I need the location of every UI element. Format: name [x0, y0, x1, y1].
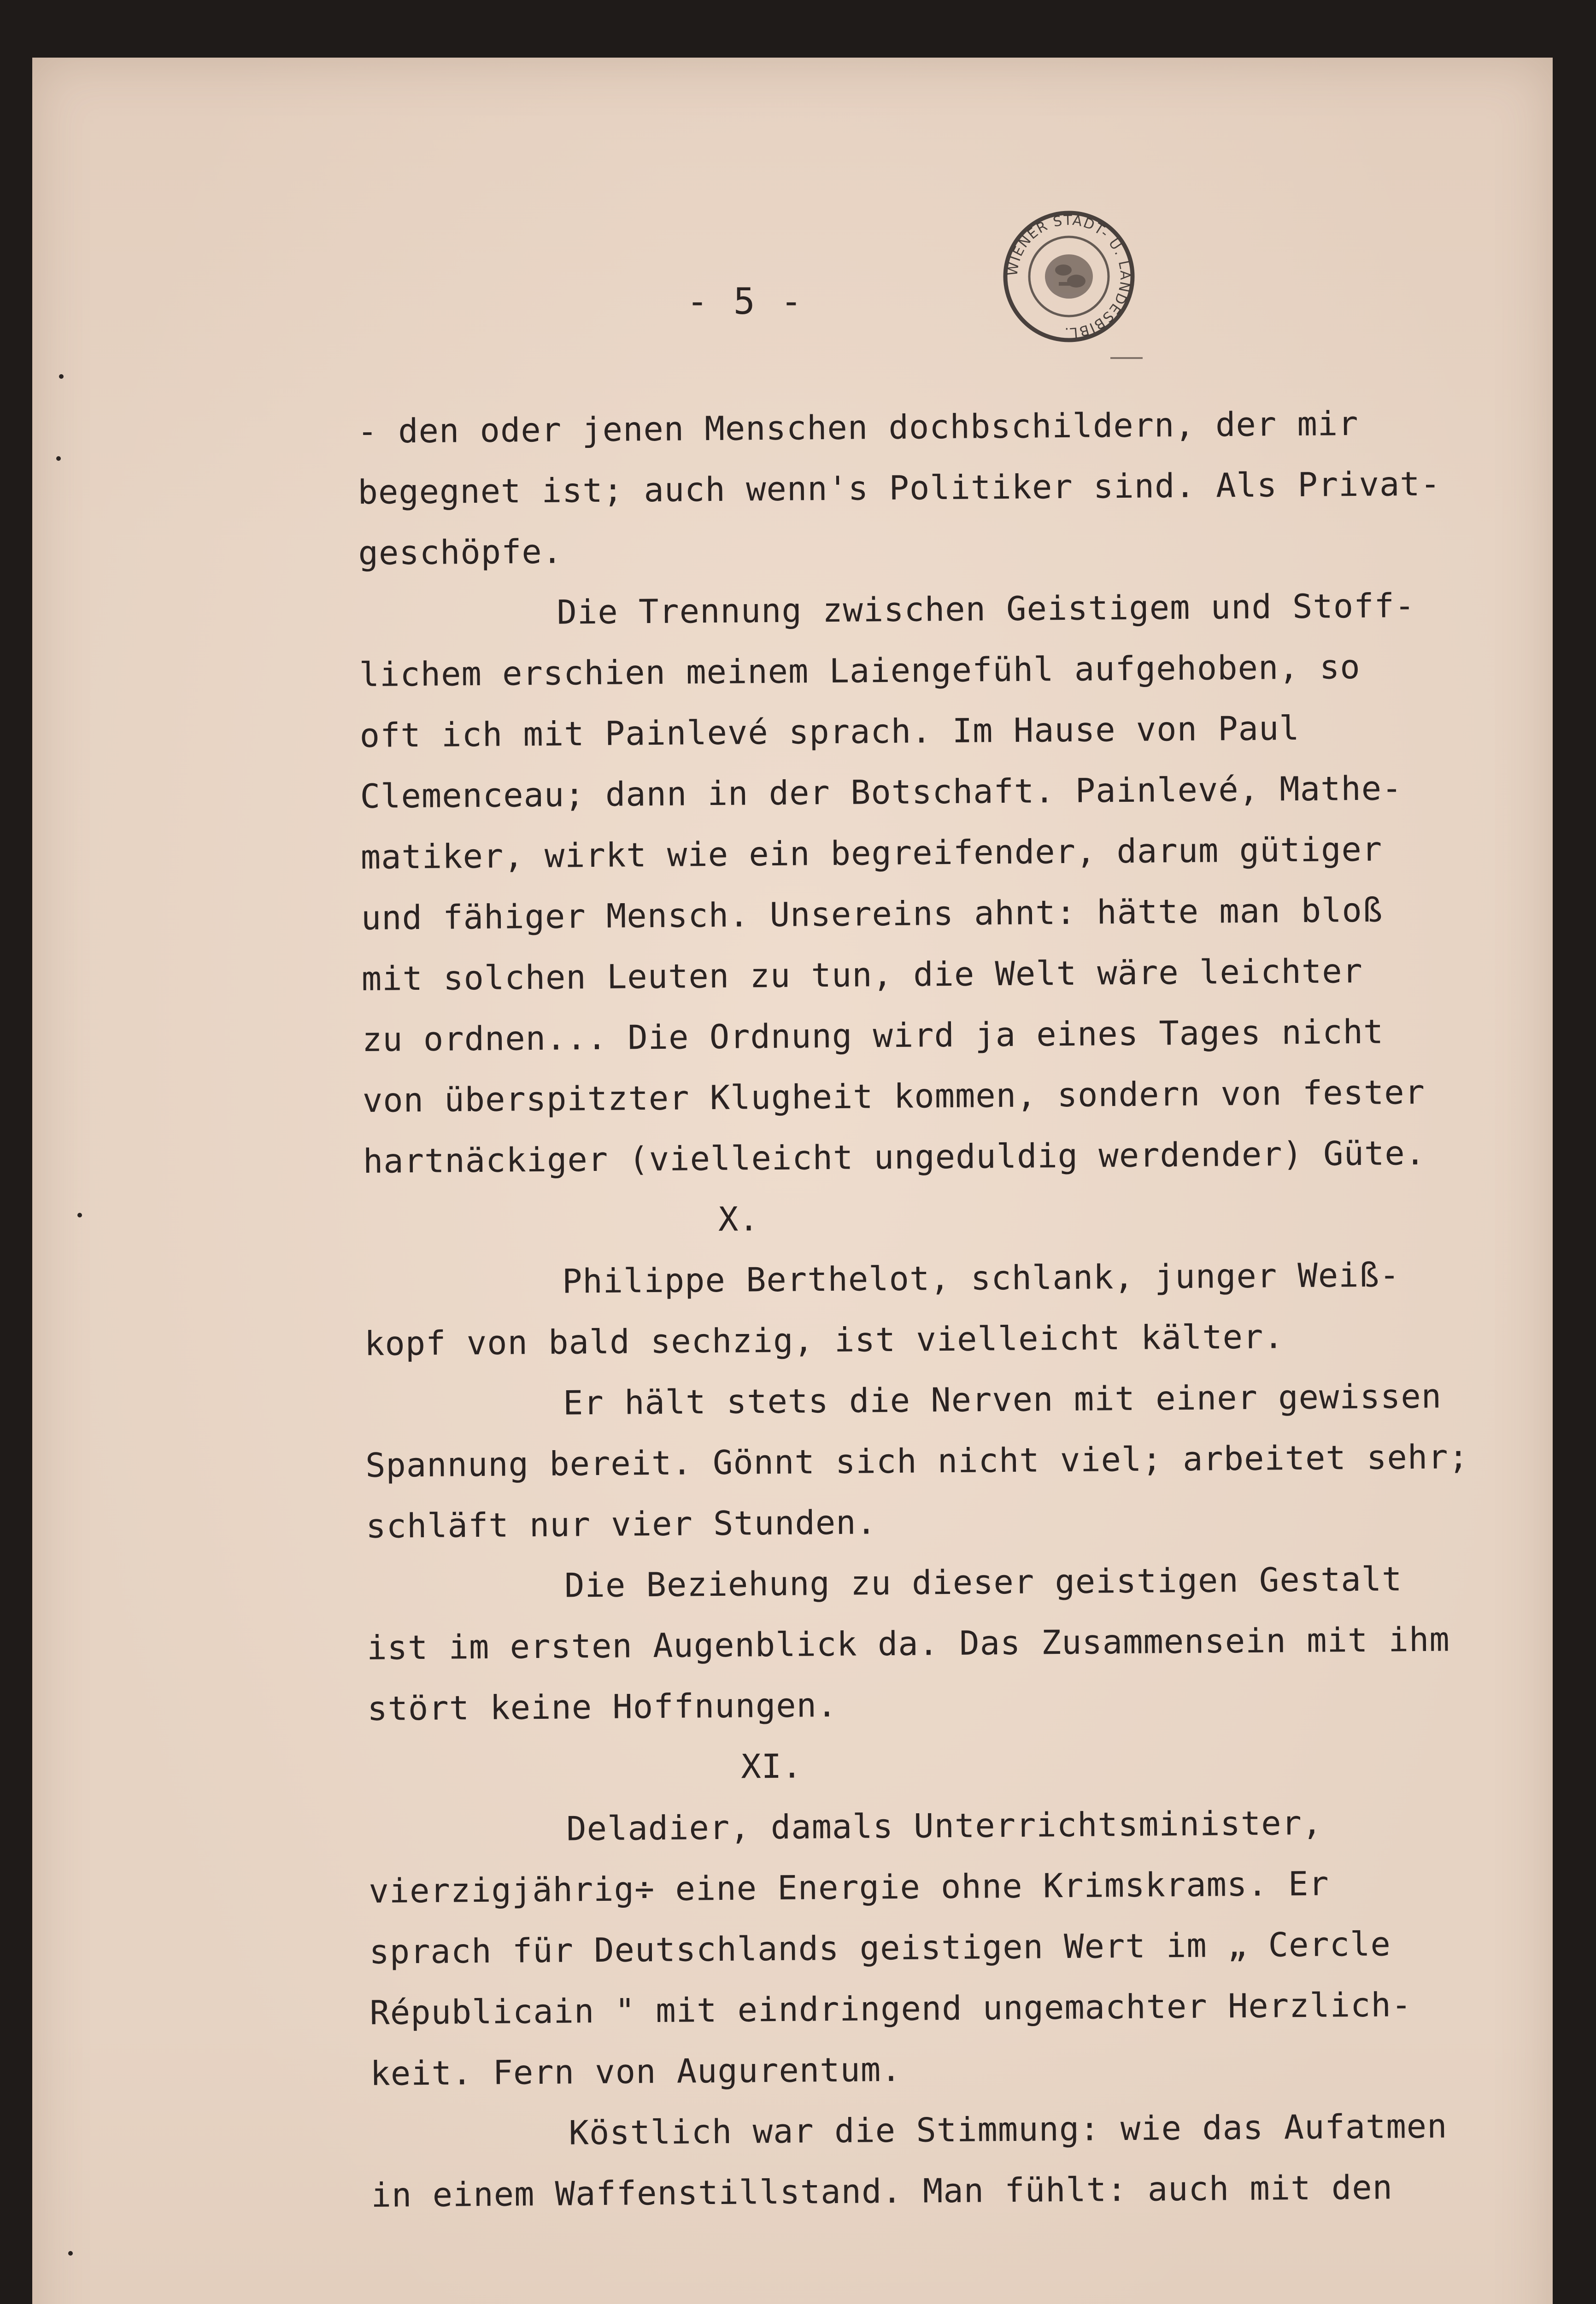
- text-line: von überspitzter Klugheit kommen, sondern von fester: [362, 1072, 1426, 1120]
- text-line: - den oder jenen Menschen dochbschildern, der mir: [357, 404, 1359, 451]
- text-line: Philippe Berthelot, schlank, junger Weiß-: [562, 1255, 1400, 1301]
- edge-mark: [77, 1213, 82, 1217]
- text-line: keit. Fern von Augurentum.: [370, 2050, 902, 2093]
- pencil-dash: [1110, 357, 1143, 359]
- library-stamp: [1000, 207, 1138, 346]
- typed-text-body: [357, 392, 1537, 2226]
- text-line: mit solchen Leuten zu tun, die Welt wäre leichter: [361, 951, 1363, 998]
- page-number: - 5 -: [687, 281, 804, 323]
- text-line: oft ich mit Painlevé sprach. Im Hause von Paul: [359, 708, 1300, 755]
- text-line: hartnäckiger (vielleicht ungeduldig werdender) Güte.: [363, 1133, 1426, 1181]
- text-line: Clemenceau; dann in der Botschaft. Painlevé, Mathe-: [360, 769, 1402, 816]
- text-line: Spannung bereit. Gönnt sich nicht viel; arbeitet sehr;: [365, 1437, 1469, 1485]
- section-heading: X.: [718, 1199, 760, 1239]
- text-line: matiker, wirkt wie ein begreifender, darum gütiger: [360, 829, 1383, 876]
- section-heading: XI.: [740, 1746, 803, 1786]
- text-line: stört keine Hoffnungen.: [367, 1685, 838, 1728]
- text-line: kopf von bald sechzig, ist vielleicht kälter.: [364, 1317, 1284, 1363]
- text-line: Républicain " mit eindringend ungemachter Herzlich-: [370, 1985, 1412, 2032]
- edge-mark: [68, 2251, 73, 2256]
- text-line: Köstlich war die Stimmung: wie das Aufatmen: [569, 2106, 1448, 2152]
- stamp-text: WIENER STADT- U. LANDESBIBL.: [1004, 212, 1133, 341]
- text-line: ist im ersten Augenblick da. Das Zusammensein mit ihm: [366, 1620, 1450, 1667]
- text-line: und fähiger Mensch. Unsereins ahnt: hätte man bloß: [361, 890, 1383, 937]
- text-line: in einem Waffenstillstand. Man fühlt: auch mit den: [371, 2168, 1393, 2215]
- text-line: geschöpfe.: [358, 532, 563, 572]
- text-line: Deladier, damals Unterrichtsminister,: [566, 1803, 1323, 1848]
- text-line: schläft nur vier Stunden.: [365, 1503, 877, 1546]
- text-line: Die Beziehung zu dieser geistigen Gestalt: [564, 1559, 1402, 1605]
- text-line: Er hält stets die Nerven mit einer gewissen: [563, 1376, 1442, 1422]
- text-line: Die Trennung zwischen Geistigem und Stoff-: [557, 586, 1415, 632]
- text-line: begegnet ist; auch wenn's Politiker sind. Als Privat-: [358, 464, 1441, 511]
- edge-mark: [56, 456, 61, 461]
- text-line: vierzigjährig÷ eine Energie ohne Krimskrams. Er: [369, 1864, 1330, 1910]
- edge-mark: [59, 374, 64, 379]
- text-line: lichem erschien meinem Laiengefühl aufgehoben, so: [359, 647, 1361, 694]
- text-line: zu ordnen... Die Ordnung wird ja eines Tages nicht: [362, 1012, 1384, 1059]
- text-line: sprach für Deutschlands geistigen Wert im „ Cercle: [369, 1924, 1391, 1971]
